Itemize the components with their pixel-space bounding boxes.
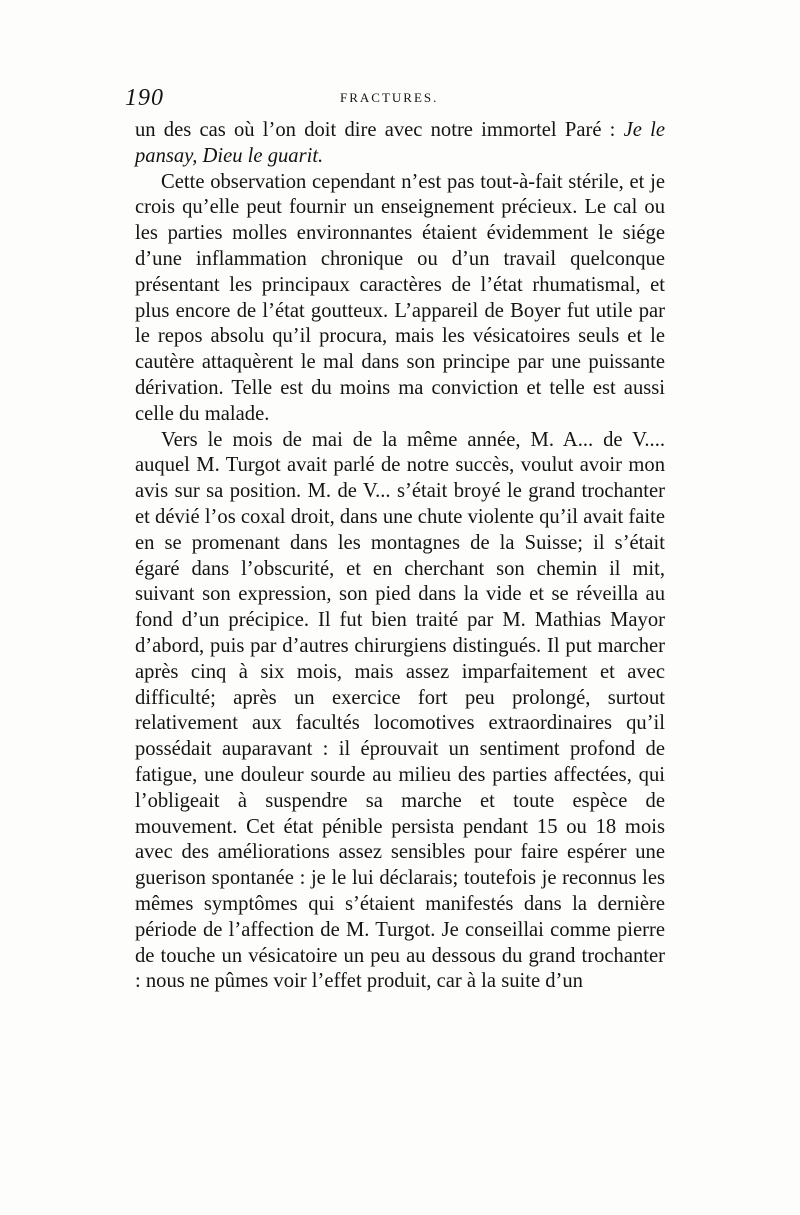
paragraph-3: Vers le mois de mai de la même année, M. A... de V.... auquel M. Turgot avait parlé de notre succès, voulut avoir mon avis sur sa position. M. de V... s’était broyé le grand trochanter et dévié l’os coxal droit, dans une chute violente qu’il avait faite en se promenant dans les montagnes de la Suisse; il s’était égaré dans l’obscurité, et en cherchant son chemin il mit, suivant son expression, son pied dans la vide et se réveilla au fond d’un précipice. Il fut bien traité par M. Mathias Mayor d’abord, puis par d’autres chirurgiens distingués. Il put marcher après cinq à six mois, mais assez imparfaitement et avec difficulté; après un exercice fort peu prolongé, surtout relativement aux facultés locomotives extraordinaires qu’il possédait auparavant : il éprouvait un sentiment profond de fatigue, une douleur sourde au milieu des parties affectées, qui l’obligeait à suspendre sa marche et toute espèce de mouvement. Cet état pénible persista pendant 15 ou 18 mois avec des améliorations assez sensibles pour faire espérer une guerison spontanée : je le lui déclarais; toutefois je reconnus les mêmes symptômes qui s’étaient manifestés dans la dernière période de l’affection de M. Turgot. Je conseillai comme pierre de touche un vésicatoire un peu au dessous du grand trochanter : nous ne pûmes voir l’effet produit, car à la suite d’un xyxy=(135,428,665,993)
pare-quote: Je le pansay, Dieu le guarit. xyxy=(135,119,665,167)
running-title: FRACTURES. xyxy=(340,90,439,105)
running-head xyxy=(125,84,665,112)
page-number: 190 xyxy=(125,85,164,111)
body-text xyxy=(135,118,665,995)
paragraph-1-text: un des cas où l’on doit dire avec notre immortel Paré : xyxy=(135,119,624,141)
paragraph-2: Cette observation cependant n’est pas tout-à-fait stérile, et je crois qu’elle peut fournir un enseignement précieux. Le cal ou les parties molles environnantes étaient évidemment le siége d’une inflammation chronique ou d’un travail quelconque présentant les principaux caractères de l’état rhumatismal, et plus encore de l’état goutteux. L’appareil de Boyer fut utile par le repos absolu qu’il procura, mais les vésicatoires seuls et le cautère attaquèrent le mal dans son principe par une puissante dérivation. Telle est du moins ma conviction et telle est aussi celle du malade. xyxy=(135,170,665,425)
paragraph-1 xyxy=(135,118,665,170)
